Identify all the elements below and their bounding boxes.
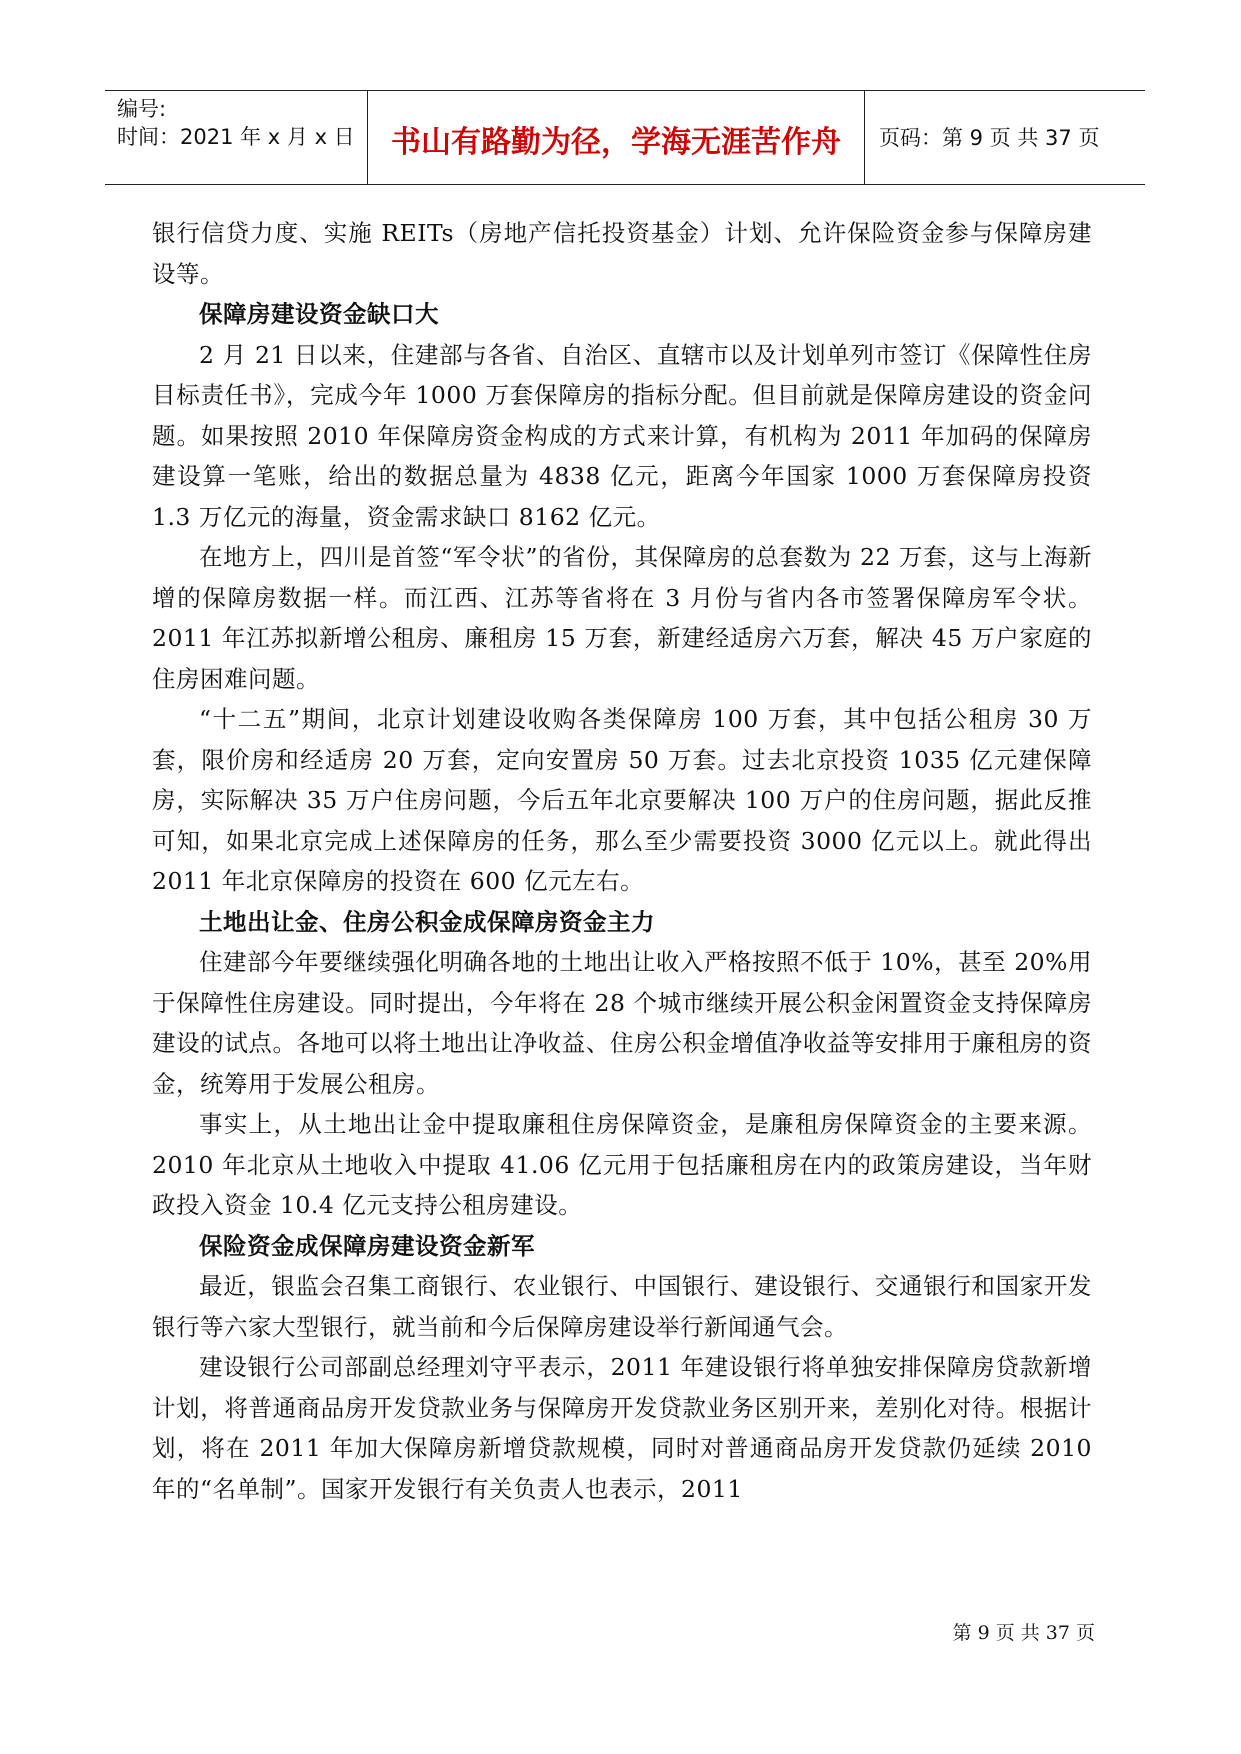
- section-heading: 土地出让金、住房公积金成保障房资金主力: [199, 907, 655, 936]
- paragraph: 银行信贷力度、实施 REITs（房地产信托投资基金）计划、允许保险资金参与保障房建设等。: [152, 219, 1092, 288]
- paragraph: 2 月 21 日以来，住建部与各省、自治区、直辖市以及计划单列市签订《保障性住房目标责任书》，完成今年 1000 万套保障房的指标分配。但目前就是保障房建设的资金问题。如果按照 2010 年保障房资金构成的方式来计算，有机构为 2011 年加码的保障房建设算一笔账，给出的数据总量为 4838 亿元，距离今年国家 1000 万套保障房投资 1.3 万亿元的海量，资金需求缺口 8162 亿元。: [152, 340, 1092, 531]
- paragraph: 在地方上，四川是首签“军令状”的省份，其保障房的总套数为 22 万套，这与上海新增的保障房数据一样。而江西、江苏等省将在 3 月份与省内各市签署保障房军令状。2011 年江苏拟新增公租房、廉租房 15 万套，新建经适房六万套，解决 45 万户家庭的住房困难问题。: [152, 543, 1092, 693]
- header-meta-cell: [105, 91, 368, 184]
- section-heading: 保险资金成保障房建设资金新军: [199, 1231, 535, 1260]
- paragraph: 事实上，从土地出让金中提取廉租住房保障资金，是廉租房保障资金的主要来源。2010 年北京从土地收入中提取 41.06 亿元用于包括廉租房在内的政策房建设，当年财政投入资金 10.4 亿元支持公租房建设。: [152, 1110, 1092, 1219]
- header-page-info: 页码：第 9 页 共 37 页: [879, 126, 1100, 150]
- section-heading: 保障房建设资金缺口大: [199, 300, 439, 328]
- paragraph: 建设银行公司部副总经理刘守平表示，2011 年建设银行将单独安排保障房贷款新增计划，将普通商品房开发贷款业务与保障房开发贷款业务区别开来，差别化对待。根据计划，将在 2011 年加大保障房新增贷款规模，同时对普通商品房开发贷款仍延续 2010 年的“名单制”。国家开发银行有关负责人也表示，2011: [152, 1353, 1092, 1503]
- paragraph: “十二五”期间，北京计划建设收购各类保障房 100 万套，其中包括公租房 30 万套，限价房和经适房 20 万套，定向安置房 50 万套。过去北京投资 1035 亿元建保障房，实际解决 35 万户住房问题，今后五年北京要解决 100 万户的住房问题，据此反推可知，如果北京完成上述保障房的任务，那么至少需要投资 3000 亿元以上。就此得出 2011 年北京保障房的投资在 600 亿元左右。: [152, 705, 1092, 895]
- document-number-label: 编号:: [117, 97, 167, 121]
- page-footer: 第 9 页 共 37 页: [952, 1622, 1095, 1644]
- header-motto-cell: [368, 91, 865, 184]
- page-header: [105, 90, 1145, 185]
- paragraph: 住建部今年要继续强化明确各地的土地出让收入严格按照不低于 10%，甚至 20%用于保障性住房建设。同时提出，今年将在 28 个城市继续开展公积金闲置资金支持保障房建设的试点。各地可以将土地出让净收益、住房公积金增值净收益等安排用于廉租房的资金，统筹用于发展公租房。: [152, 948, 1092, 1098]
- header-page-cell: [865, 91, 1145, 184]
- document-body: [152, 213, 1092, 1509]
- paragraph: 最近，银监会召集工商银行、农业银行、中国银行、建设银行、交通银行和国家开发银行等六家大型银行，就当前和今后保障房建设举行新闻通气会。: [152, 1272, 1092, 1341]
- document-time-label: 时间：2021 年 x 月 x 日: [117, 125, 355, 149]
- header-motto: 书山有路勤为径，学海无涯苦作舟: [391, 125, 841, 160]
